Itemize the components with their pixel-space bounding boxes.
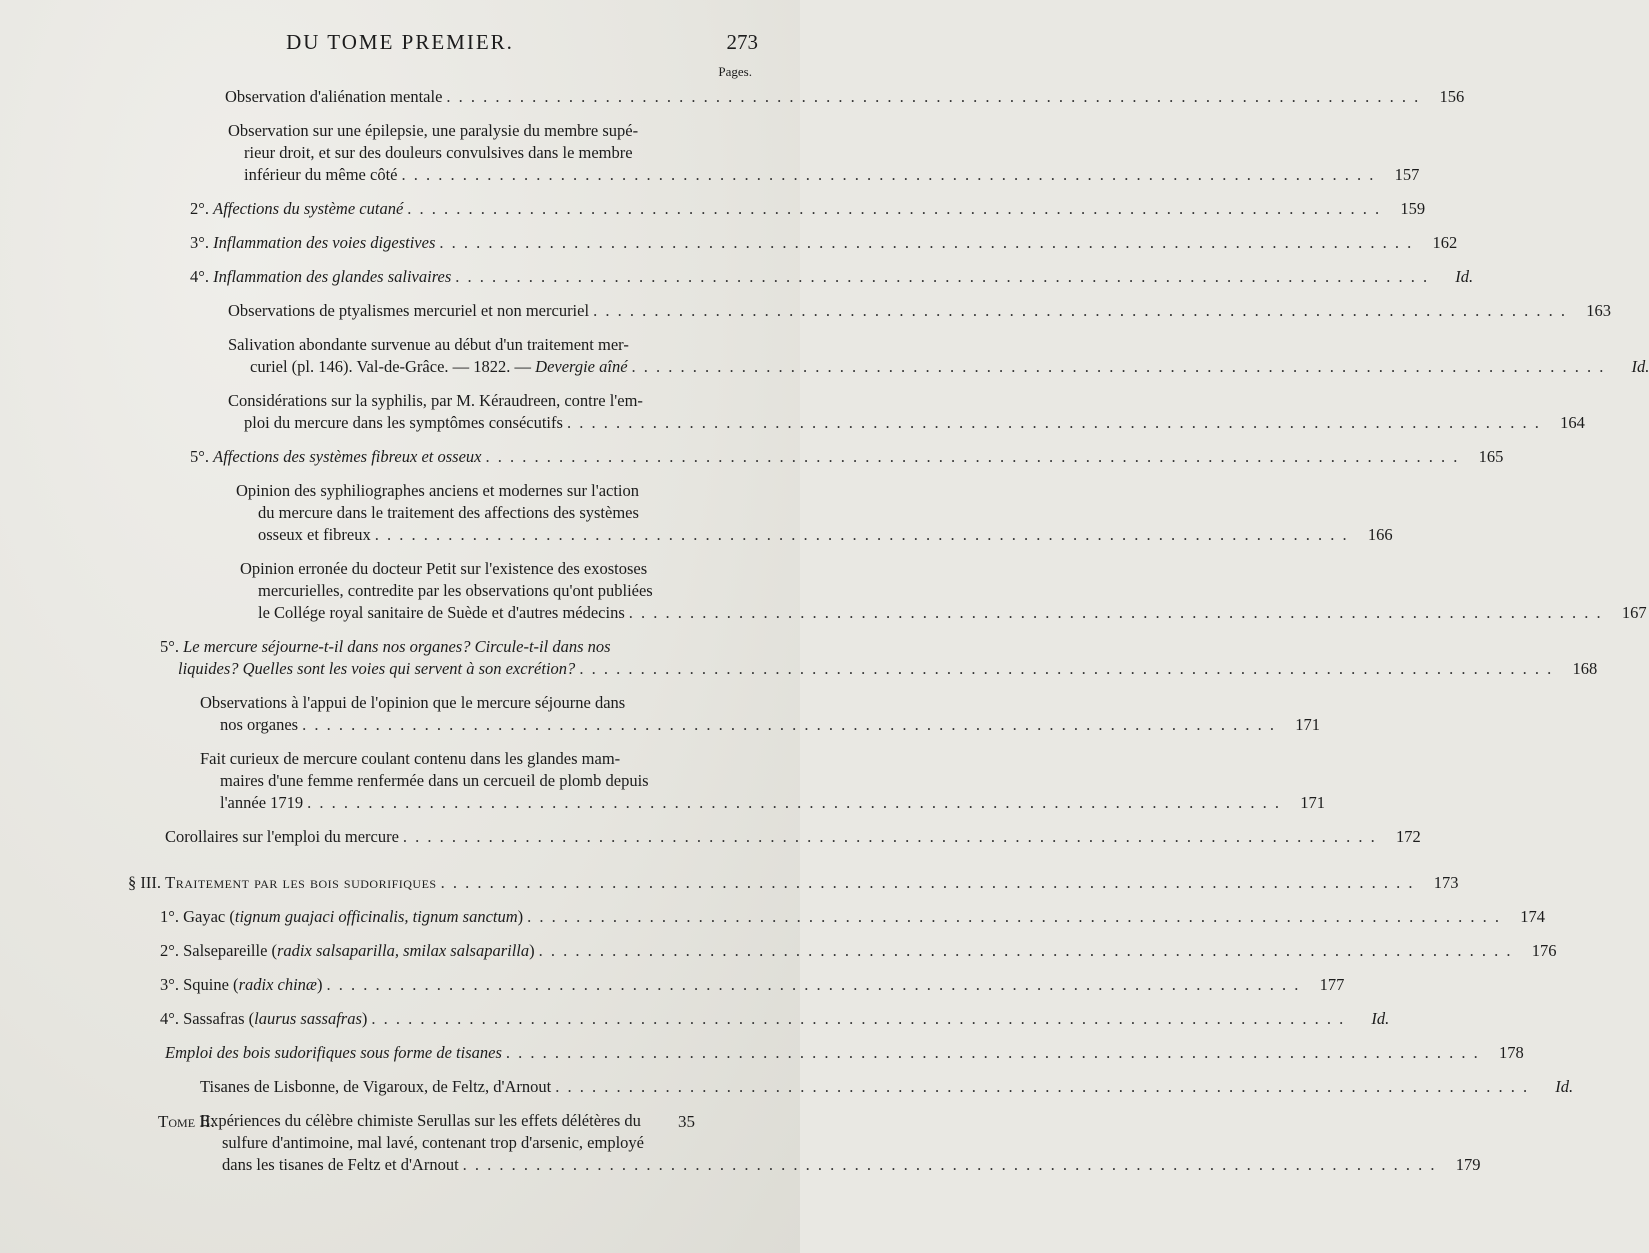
toc-entry-text: 4°. Inflammation des glandes salivaires [190, 267, 452, 286]
toc-page-number: 178 [1499, 1043, 1524, 1062]
running-title: DU TOME PREMIER. [286, 30, 514, 54]
toc-entry-text: mercurielles, contredite par les observations qu'ont publiées [258, 581, 653, 600]
toc-entry-text: Expériences du célèbre chimiste Serullas sur les effets délétères du [200, 1111, 641, 1130]
toc-page-number: 168 [1572, 659, 1598, 678]
toc-page-number: Id. [1371, 1009, 1390, 1028]
toc-page-number: 162 [1432, 233, 1458, 252]
dot-leader: . . . . . . . . . . . . . . . . . . . . . . . . . . . . . . . . . . . . . . . . . . . . . . . . . . . . . . . . . . . . . . . . . . . . . . . . . . . . . . . . [326, 975, 1301, 994]
toc-entry-text: 2°. Affections du système cutané [190, 199, 404, 218]
toc-page-number: 166 [1367, 525, 1393, 544]
toc-entry-text: maires d'une femme renfermée dans un cercueil de plomb depuis [220, 771, 649, 790]
dot-leader: . . . . . . . . . . . . . . . . . . . . . . . . . . . . . . . . . . . . . . . . . . . . . . . . . . . . . . . . . . . . . . . . . . . . . . . . . . . . . . . . [307, 793, 1282, 812]
toc-entry-text: Opinion des syphiliographes anciens et modernes sur l'action [236, 481, 640, 500]
toc-page-number: 157 [1394, 165, 1420, 184]
dot-leader: . . . . . . . . . . . . . . . . . . . . . . . . . . . . . . . . . . . . . . . . . . . . . . . . . . . . . . . . . . . . . . . . . . . . . . . . . . . . . . . . [527, 907, 1502, 926]
toc-entry-text: Fait curieux de mercure coulant contenu dans les glandes mam- [200, 749, 621, 768]
toc-page-number: Id. [1555, 1077, 1574, 1096]
toc-entry [0, 334, 1649, 378]
toc-entry [0, 390, 1585, 434]
toc-entry-text: Observations à l'appui de l'opinion que le mercure séjourne dans [200, 693, 626, 712]
toc-page-number: 164 [1560, 413, 1585, 432]
toc-page-number: 163 [1586, 301, 1611, 320]
toc-entry [0, 906, 1546, 928]
toc-entry-text: Corollaires sur l'emploi du mercure [165, 827, 399, 846]
toc-entry [0, 826, 1421, 848]
toc-page-number: 172 [1396, 827, 1421, 846]
toc-entry-text: ploi du mercure dans les symptômes consécutifs [244, 413, 563, 432]
toc-entry [0, 974, 1345, 996]
toc-entry-text: 3°. Squine (radix chinæ) [160, 975, 323, 994]
toc-page-number: 156 [1439, 87, 1465, 106]
toc-entry-text: 2°. Salsepareille (radix salsaparilla, smilax salsaparilla) [160, 941, 535, 960]
toc-entry-text: 3°. Inflammation des voies digestives [190, 233, 436, 252]
pages-column-label: Pages. [718, 64, 752, 79]
toc-entry [0, 120, 1420, 186]
dot-leader: . . . . . . . . . . . . . . . . . . . . . . . . . . . . . . . . . . . . . . . . . . . . . . . . . . . . . . . . . . . . . . . . . . . . . . . . . . . . . . . . [374, 525, 1349, 544]
dot-leader: . . . . . . . . . . . . . . . . . . . . . . . . . . . . . . . . . . . . . . . . . . . . . . . . . . . . . . . . . . . . . . . . . . . . . . . . . . . . . . . . [593, 301, 1567, 320]
toc-page-number: 167 [1621, 603, 1647, 622]
toc-entry-text: le Collége royal sanitaire de Suède et d'autres médecins [258, 603, 625, 622]
toc-entry [0, 1008, 1390, 1030]
dot-leader: . . . . . . . . . . . . . . . . . . . . . . . . . . . . . . . . . . . . . . . . . . . . . . . . . . . . . . . . . . . . . . . . . . . . . . . . . . . . . . . . [446, 87, 1421, 106]
dot-leader: . . . . . . . . . . . . . . . . . . . . . . . . . . . . . . . . . . . . . . . . . . . . . . . . . . . . . . . . . . . . . . . . . . . . . . . . . . . . . . . . [401, 165, 1376, 184]
dot-leader: . . . . . . . . . . . . . . . . . . . . . . . . . . . . . . . . . . . . . . . . . . . . . . . . . . . . . . . . . . . . . . . . . . . . . . . . . . . . . . . . [407, 199, 1382, 218]
dot-leader: . . . . . . . . . . . . . . . . . . . . . . . . . . . . . . . . . . . . . . . . . . . . . . . . . . . . . . . . . . . . . . . . . . . . . . . . . . . . . . . . [631, 357, 1606, 376]
toc-entry [0, 636, 1598, 680]
volume-label: Tome II. [158, 1112, 215, 1131]
toc-page-number: Id. [1631, 357, 1649, 376]
toc-entry [0, 940, 1557, 962]
dot-leader: . . . . . . . . . . . . . . . . . . . . . . . . . . . . . . . . . . . . . . . . . . . . . . . . . . . . . . . . . . . . . . . . . . . . . . . . . . . . . . . . [302, 715, 1276, 734]
page-number: 273 [726, 30, 758, 54]
toc-entry [0, 300, 1611, 322]
toc-entry-text: curiel (pl. 146). Val-de-Grâce. — 1822. — Devergie aîné [250, 357, 628, 376]
toc-entry-text: liquides? Quelles sont les voies qui servent à son excrétion? [178, 659, 576, 678]
toc-entry-text: 5°. Le mercure séjourne-t-il dans nos organes? Circule-t-il dans nos [160, 637, 611, 656]
dot-leader: . . . . . . . . . . . . . . . . . . . . . . . . . . . . . . . . . . . . . . . . . . . . . . . . . . . . . . . . . . . . . . . . . . . . . . . . . . . . . . . . [462, 1155, 1437, 1174]
toc-entry [0, 198, 1426, 220]
toc-page-number: 174 [1520, 907, 1546, 926]
dot-leader: . . . . . . . . . . . . . . . . . . . . . . . . . . . . . . . . . . . . . . . . . . . . . . . . . . . . . . . . . . . . . . . . . . . . . . . . . . . . . . . . [566, 413, 1541, 432]
dot-leader: . . . . . . . . . . . . . . . . . . . . . . . . . . . . . . . . . . . . . . . . . . . . . . . . . . . . . . . . . . . . . . . . . . . . . . . . . . . . . . . . [505, 1043, 1480, 1062]
toc-entry-text: Observation d'aliénation mentale [225, 87, 443, 106]
toc-entry-text: 5°. Affections des systèmes fibreux et osseux [190, 447, 482, 466]
toc-entry-text: inférieur du même côté [244, 165, 398, 184]
dot-leader: . . . . . . . . . . . . . . . . . . . . . . . . . . . . . . . . . . . . . . . . . . . . . . . . . . . . . . . . . . . . . . . . . . . . . . . . . . . . . . . . [439, 233, 1414, 252]
dot-leader: . . . . . . . . . . . . . . . . . . . . . . . . . . . . . . . . . . . . . . . . . . . . . . . . . . . . . . . . . . . . . . . . . . . . . . . . . . . . . . . . [628, 603, 1603, 622]
dot-leader: . . . . . . . . . . . . . . . . . . . . . . . . . . . . . . . . . . . . . . . . . . . . . . . . . . . . . . . . . . . . . . . . . . . . . . . . . . . . . . . . [555, 1077, 1530, 1096]
toc-entry-text: osseux et fibreux [258, 525, 371, 544]
toc-entry-text: l'année 1719 [220, 793, 304, 812]
toc-page-number: 171 [1295, 715, 1320, 734]
toc-entry-text: Emploi des bois sudorifiques sous forme de tisanes [165, 1043, 502, 1062]
table-of-contents [0, 86, 1649, 1188]
toc-entry [0, 1076, 1574, 1098]
dot-leader: . . . . . . . . . . . . . . . . . . . . . . . . . . . . . . . . . . . . . . . . . . . . . . . . . . . . . . . . . . . . . . . . . . . . . . . . . . . . . . . . [440, 873, 1415, 892]
toc-page-number: 179 [1455, 1155, 1481, 1174]
toc-page-number: 171 [1300, 793, 1326, 812]
dot-leader: . . . . . . . . . . . . . . . . . . . . . . . . . . . . . . . . . . . . . . . . . . . . . . . . . . . . . . . . . . . . . . . . . . . . . . . . . . . . . . . . [455, 267, 1430, 286]
toc-entry-text: Considérations sur la syphilis, par M. Kéraudreen, contre l'em- [228, 391, 643, 410]
toc-entry-text: dans les tisanes de Feltz et d'Arnout [222, 1155, 459, 1174]
toc-entry [0, 748, 1326, 814]
toc-entry [0, 692, 1320, 736]
toc-entry [0, 1042, 1524, 1064]
toc-page-number: 159 [1400, 199, 1426, 218]
toc-entry [0, 480, 1393, 546]
toc-page-number: 173 [1433, 873, 1459, 892]
toc-entry-text: § III. Traitement par les bois sudorifiques [128, 873, 437, 892]
toc-page-number: Id. [1455, 267, 1474, 286]
toc-entry-text: Observation sur une épilepsie, une paralysie du membre supé- [228, 121, 639, 140]
toc-page-number: 176 [1531, 941, 1557, 960]
toc-entry [0, 266, 1474, 288]
signature-mark: 35 [678, 1112, 695, 1131]
toc-entry-text: sulfure d'antimoine, mal lavé, contenant trop d'arsenic, employé [222, 1133, 644, 1152]
toc-entry-text: Opinion erronée du docteur Petit sur l'existence des exostoses [240, 559, 648, 578]
toc-page-number: 177 [1319, 975, 1345, 994]
toc-entry-text: Salivation abondante survenue au début d'un traitement mer- [228, 335, 629, 354]
toc-entry [0, 232, 1458, 254]
toc-entry [0, 446, 1504, 468]
running-head [0, 30, 800, 56]
toc-entry [0, 86, 1465, 108]
toc-page-number: 165 [1478, 447, 1504, 466]
toc-entry-text: 1°. Gayac (tignum guajaci officinalis, tignum sanctum) [160, 907, 524, 926]
toc-entry-text: Observations de ptyalismes mercuriel et non mercuriel [228, 301, 590, 320]
toc-entry-text: Tisanes de Lisbonne, de Vigaroux, de Feltz, d'Arnout [200, 1077, 552, 1096]
dot-leader: . . . . . . . . . . . . . . . . . . . . . . . . . . . . . . . . . . . . . . . . . . . . . . . . . . . . . . . . . . . . . . . . . . . . . . . . . . . . . . . . [538, 941, 1513, 960]
toc-entry [0, 558, 1647, 624]
dot-leader: . . . . . . . . . . . . . . . . . . . . . . . . . . . . . . . . . . . . . . . . . . . . . . . . . . . . . . . . . . . . . . . . . . . . . . . . . . . . . . . . [402, 827, 1377, 846]
dot-leader: . . . . . . . . . . . . . . . . . . . . . . . . . . . . . . . . . . . . . . . . . . . . . . . . . . . . . . . . . . . . . . . . . . . . . . . . . . . . . . . . [485, 447, 1460, 466]
toc-entry [0, 872, 1459, 894]
dot-leader: . . . . . . . . . . . . . . . . . . . . . . . . . . . . . . . . . . . . . . . . . . . . . . . . . . . . . . . . . . . . . . . . . . . . . . . . . . . . . . . . [371, 1009, 1346, 1028]
toc-entry-text: rieur droit, et sur des douleurs convulsives dans le membre [244, 143, 633, 162]
page-footer [0, 1112, 800, 1136]
toc-entry-text: du mercure dans le traitement des affections des systèmes [258, 503, 639, 522]
toc-entry-text: nos organes [220, 715, 299, 734]
dot-leader: . . . . . . . . . . . . . . . . . . . . . . . . . . . . . . . . . . . . . . . . . . . . . . . . . . . . . . . . . . . . . . . . . . . . . . . . . . . . . . . . [579, 659, 1554, 678]
toc-entry-text: 4°. Sassafras (laurus sassafras) [160, 1009, 368, 1028]
